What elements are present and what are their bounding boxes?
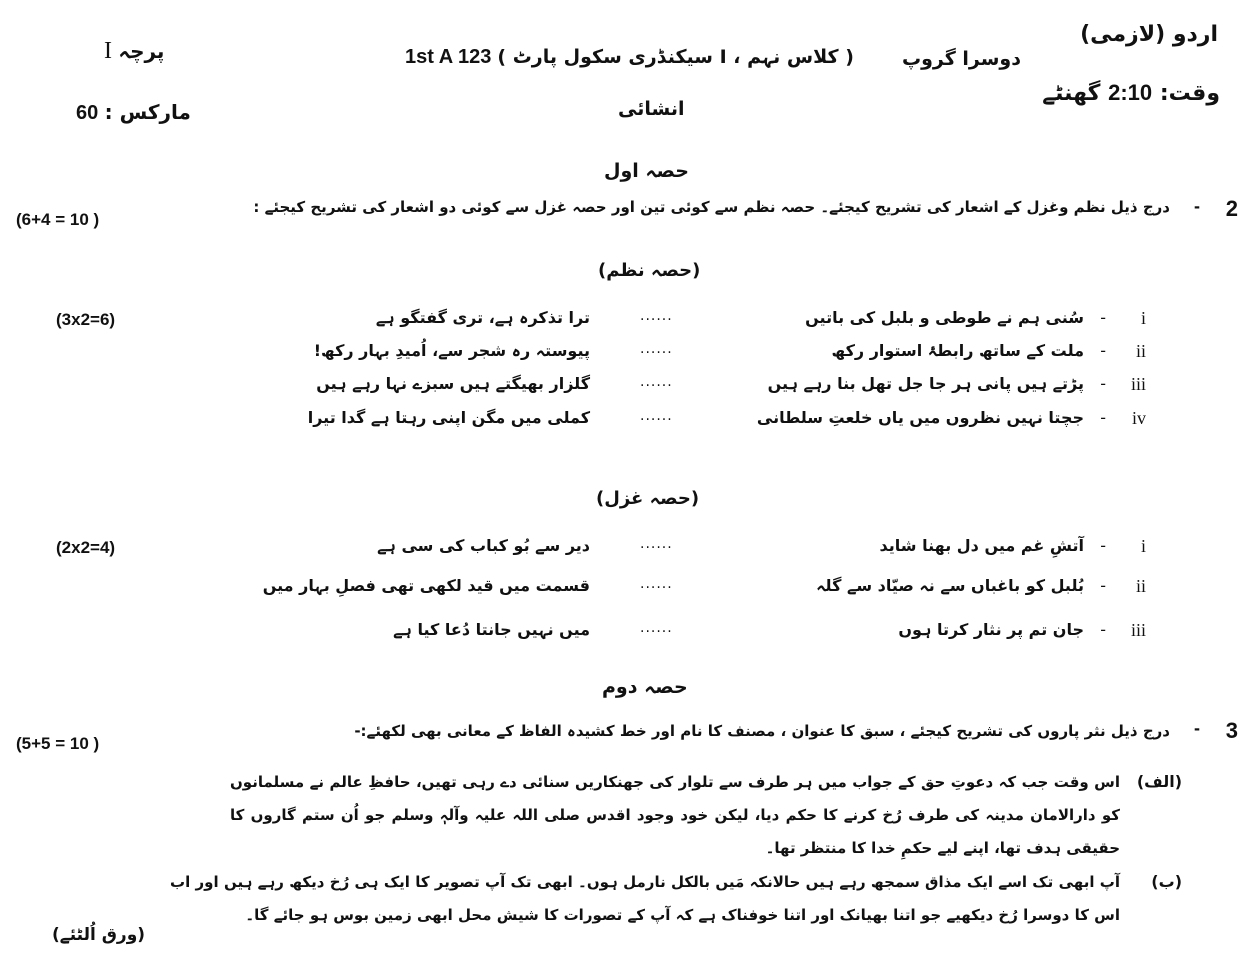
time-label: وقت: — [1159, 81, 1220, 106]
paper-number: I — [104, 38, 112, 64]
verse-second-line: میں نہیں جانتا دُعا کیا ہے — [393, 620, 590, 639]
passage-label-be: (ب) — [1151, 872, 1182, 891]
verse-second-line: کملی میں مگن اپنی رہتا ہے گدا تیرا — [307, 408, 590, 427]
verse-number: i — [1140, 536, 1146, 556]
passage-be: آپ ابھی تک اسے ایک مذاق سمجھ رہے ہیں حالانکہ مَیں بالکل نارمل ہوں۔ ابھی تک آپ تصویر کا ایک ہی رُخ دیکھ رہے ہیں اور اب اس کا دوسرا رُخ دیکھیے جو اتنا بھیانک اور اتنا خوفناک ہے کہ آپ کے تصورات کا شیش محل ابھی زمین بوس ہو جائے گا۔ — [170, 873, 1120, 924]
verse-separator: ...... — [640, 374, 673, 390]
verse-separator: ...... — [640, 408, 673, 424]
ghazal-marks: (2x2=4) — [56, 538, 116, 557]
verse-number: i — [1140, 308, 1146, 328]
paper-label: پرچہ — [118, 39, 165, 63]
nazm-verse-3 — [170, 374, 1146, 404]
marks-value: 60 — [76, 102, 99, 124]
verse-number: iii — [1130, 620, 1146, 640]
q3-instruction: درج ذیل نثر پاروں کی تشریح کیجئے ، سبق کا عنوان ، مصنف کا نام اور خط کشیدہ الفاظ کے معانی بھی لکھئے:- — [354, 722, 1170, 740]
verse-first-line: پڑتے ہیں پانی ہر جا جل تھل بنا رہے ہیں — [767, 374, 1084, 393]
verse-second-line: دیر سے بُو کباب کی سی ہے — [377, 536, 590, 555]
time-line — [1042, 80, 1220, 106]
verse-first-line: ملت کے ساتھ رابطۂ استوار رکھ — [831, 341, 1084, 360]
q2-marks: (6+4 = 10 ) — [16, 210, 100, 229]
part2-heading: حصہ دوم — [602, 676, 688, 698]
paper-code: 1st A 123 — [405, 46, 492, 68]
nazm-verse-4 — [170, 408, 1146, 438]
marks-line — [76, 100, 191, 125]
verse-number: iv — [1131, 408, 1146, 428]
verse-first-line: جچتا نہیں نظروں میں یاں خلعتِ سلطانی — [756, 408, 1084, 427]
verse-first-line: سُنی ہم نے طوطی و بلبل کی باتیں — [805, 308, 1084, 327]
part1-heading: حصہ اول — [604, 160, 689, 182]
q3-dash: - — [1194, 718, 1200, 738]
passage-alif: اس وقت جب کہ دعوتِ حق کے جواب میں ہر طرف سے تلوار کی جھنکاریں سنائی دے رہی تھیں، حافظِ عالم نے مسلمانوں کو دارالامان مدینہ کی طرف رُخ کرنے کا حکم دیا، لیکن خود وجود اقدس صلی اللہ علیہ وآلہٖ وسلم جو اُن ستم گاروں کا حقیقی ہدف تھا، اپنے لیے حکمِ خدا کا منتظر تھا۔ — [230, 773, 1120, 857]
nazm-verse-2 — [170, 341, 1146, 371]
subject-title: اردو (لازمی) — [1080, 22, 1218, 47]
verse-dash: - — [1100, 408, 1106, 427]
paper-subtitle: انشائی — [618, 98, 685, 120]
verse-second-line: گلزار بھیگتے ہیں سبزے نہا رہے ہیں — [316, 374, 590, 393]
verse-dash: - — [1100, 374, 1106, 393]
group-label: دوسرا گروپ — [902, 48, 1021, 70]
paper-heading — [405, 46, 854, 69]
verse-separator: ...... — [640, 536, 673, 552]
turn-over-note: (ورق اُلٹئے) — [52, 925, 146, 945]
verse-dash: - — [1100, 620, 1106, 639]
nazm-verse-1 — [170, 308, 1146, 338]
q2-number: 2 — [1225, 196, 1238, 221]
verse-dash: - — [1100, 341, 1106, 360]
q2-instruction: درج ذیل نظم وغزل کے اشعار کی تشریح کیجئے۔ حصہ نظم سے کوئی تین اور حصہ غزل سے کوئی دو اشعار کی تشریح کیجئے : — [253, 198, 1170, 216]
verse-dash: - — [1100, 308, 1106, 327]
paper-number-line — [104, 38, 164, 65]
verse-second-line: ترا تذکرہ ہے، تری گفتگو ہے — [375, 308, 590, 327]
ghazal-verse-3 — [170, 620, 1146, 650]
paper-title: ( سیکنڈری سکول پارٹ I ، کلاس نہم ) — [497, 46, 854, 68]
verse-number: iii — [1130, 374, 1146, 394]
ghazal-verse-1 — [170, 536, 1146, 566]
passage-label-alif: (الف) — [1136, 772, 1182, 791]
verse-separator: ...... — [640, 620, 673, 636]
time-unit: گھنٹے — [1042, 81, 1101, 106]
verse-separator: ...... — [640, 576, 673, 592]
nazm-marks: (3x2=6) — [56, 310, 116, 329]
q3-number: 3 — [1225, 718, 1238, 743]
verse-separator: ...... — [640, 341, 673, 357]
marks-label: مارکس : — [104, 100, 191, 124]
verse-first-line: آتشِ غم میں دل بھنا شاید — [879, 536, 1084, 555]
verse-second-line: پیوستہ رہ شجر سے، اُمیدِ بہار رکھ! — [313, 341, 590, 360]
verse-first-line: جان تم پر نثار کرتا ہوں — [898, 620, 1084, 639]
ghazal-verse-2 — [170, 576, 1146, 606]
verse-first-line: بُلبل کو باغباں سے نہ صیّاد سے گلہ — [816, 576, 1084, 595]
verse-dash: - — [1100, 536, 1106, 555]
verse-dash: - — [1100, 576, 1106, 595]
verse-number: ii — [1135, 341, 1146, 361]
q2-dash: - — [1194, 196, 1200, 216]
verse-second-line: قسمت میں قید لکھی تھی فصلِ بہار میں — [262, 576, 590, 595]
time-value: 2:10 — [1108, 80, 1153, 105]
verse-separator: ...... — [640, 308, 673, 324]
ghazal-heading: (حصہ غزل) — [596, 488, 700, 509]
verse-number: ii — [1135, 576, 1146, 596]
nazm-heading: (حصہ نظم) — [598, 260, 701, 281]
q3-marks: (5+5 = 10 ) — [16, 734, 100, 753]
